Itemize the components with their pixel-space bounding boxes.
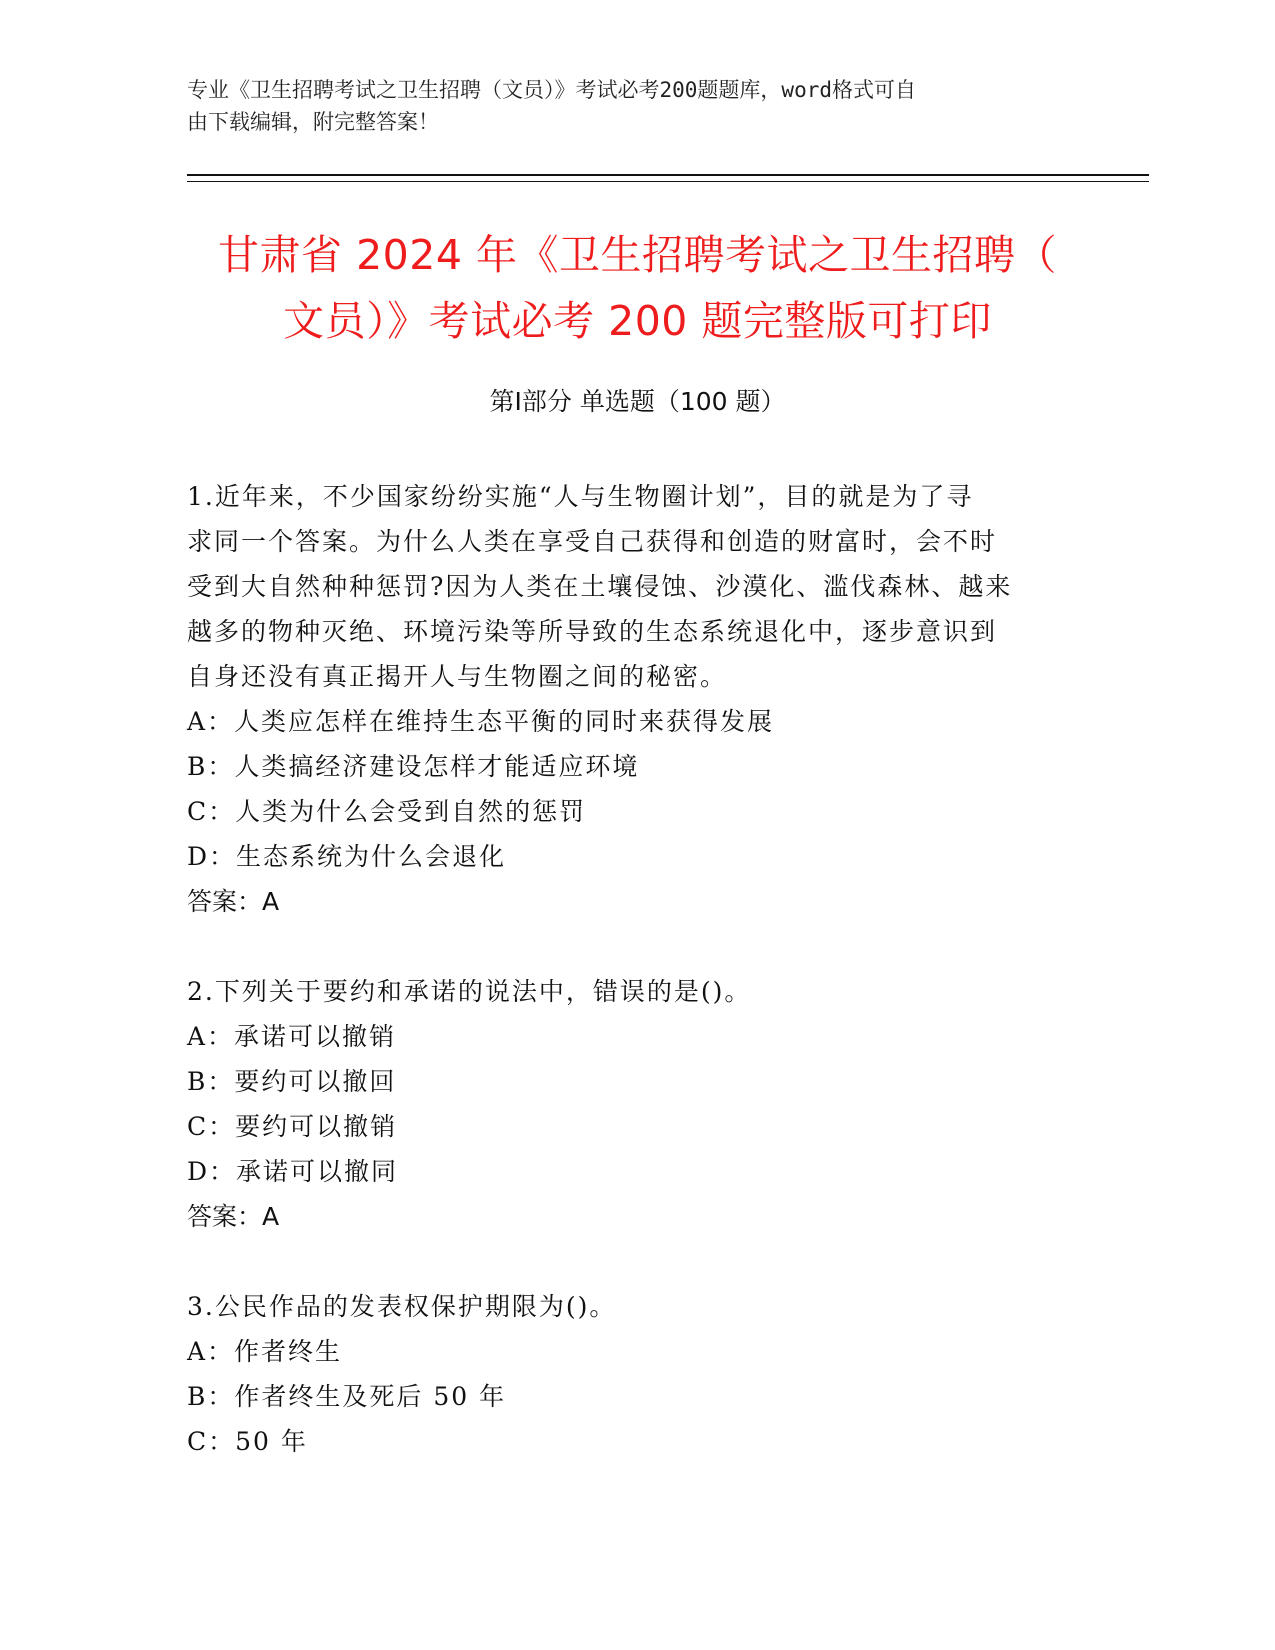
question-stem-line: 1.近年来，不少国家纷纷实施“人与生物圈计划”，目的就是为了寻 <box>187 482 974 511</box>
option-b: B：作者终生及死后 50 年 <box>187 1382 507 1411</box>
answer: 答案：A <box>187 887 280 916</box>
question-stem-line: 3.公民作品的发表权保护期限为()。 <box>187 1292 617 1321</box>
question-stem-line: 越多的物种灭绝、环境污染等所导致的生态系统退化中，逐步意识到 <box>187 617 998 646</box>
option-c: C：人类为什么会受到自然的惩罚 <box>187 797 587 826</box>
option-d: D：生态系统为什么会退化 <box>187 842 507 871</box>
option-c: C：50 年 <box>187 1427 308 1456</box>
question-stem-line: 自身还没有真正揭开人与生物圈之间的秘密。 <box>187 662 728 691</box>
question-1 <box>187 474 1067 924</box>
question-list <box>187 474 1067 1509</box>
header-divider-thick <box>187 174 1149 176</box>
option-b: B：人类搞经济建设怎样才能适应环境 <box>187 752 640 781</box>
document-title <box>140 222 1135 354</box>
option-a: A：承诺可以撤销 <box>187 1022 397 1051</box>
option-a: A：作者终生 <box>187 1337 343 1366</box>
option-d: D：承诺可以撤同 <box>187 1157 399 1186</box>
option-b: B：要约可以撤回 <box>187 1067 397 1096</box>
header-note-line-1: 专业《卫生招聘考试之卫生招聘（文员）》考试必考200题题库，word格式可自 <box>187 78 916 102</box>
option-c: C：要约可以撤销 <box>187 1112 398 1141</box>
header-divider-thin <box>187 181 1149 182</box>
section-heading: 第Ⅰ部分 单选题（100 题） <box>489 387 786 416</box>
header-note <box>187 74 1067 138</box>
question-stem-line: 2.下列关于要约和承诺的说法中，错误的是()。 <box>187 977 752 1006</box>
question-3 <box>187 1284 1067 1464</box>
answer: 答案：A <box>187 1202 280 1231</box>
question-stem-line: 求同一个答案。为什么人类在享受自己获得和创造的财富时，会不时 <box>187 527 998 556</box>
question-stem-line: 受到大自然种种惩罚?因为人类在土壤侵蚀、沙漠化、滥伐森林、越来 <box>187 572 1013 601</box>
document-title-line-1: 甘肃省 2024 年《卫生招聘考试之卫生招聘（ <box>218 231 1057 279</box>
document-title-line-2: 文员）》考试必考 200 题完整版可打印 <box>283 297 992 345</box>
question-2 <box>187 969 1067 1239</box>
header-note-line-2: 由下载编辑，附完整答案！ <box>187 110 439 134</box>
option-a: A：人类应怎样在维持生态平衡的同时来获得发展 <box>187 707 775 736</box>
